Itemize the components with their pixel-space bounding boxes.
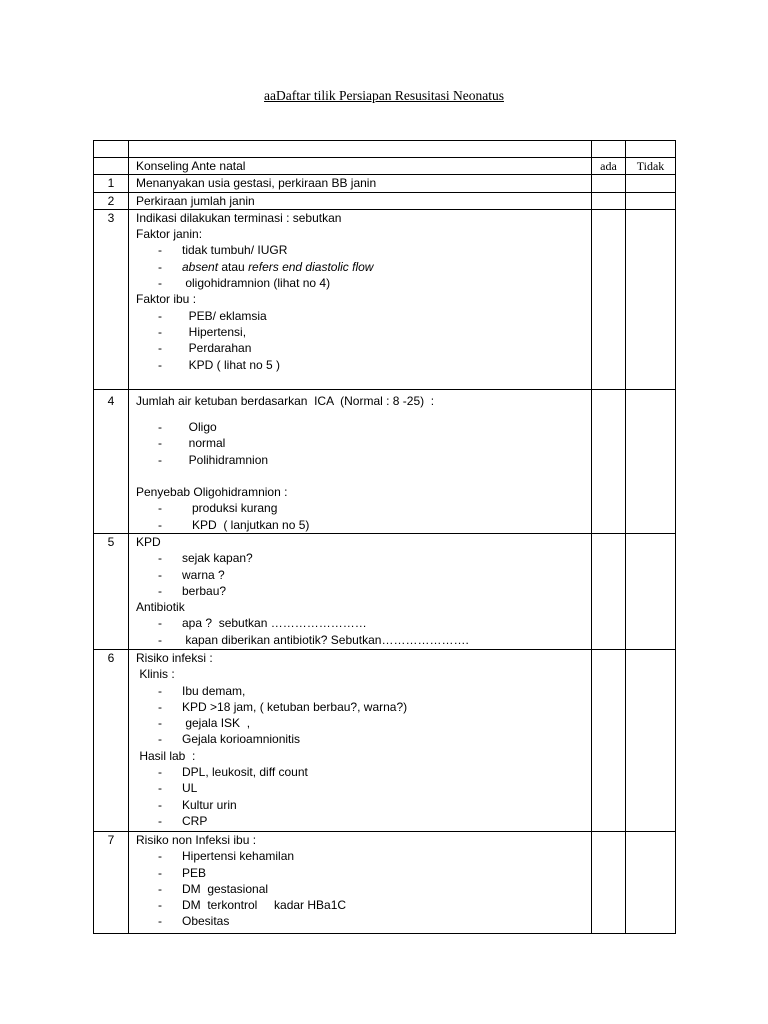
table-row [94, 209, 676, 389]
bullet-item [136, 715, 591, 731]
bullet-item [136, 567, 591, 583]
bullet-item [136, 699, 591, 715]
bullet-text: KPD ( lanjutkan no 5) [182, 517, 310, 532]
bullet-text: Obesitas [182, 914, 230, 929]
bullet-item [136, 275, 591, 291]
cell [94, 158, 129, 175]
bullet-item [136, 813, 591, 829]
ada-cell[interactable] [592, 649, 626, 831]
table-row [94, 192, 676, 209]
bullet-item [136, 435, 591, 451]
bullet-text: sejak kapan? [182, 551, 253, 566]
table-row [94, 389, 676, 533]
cell [129, 141, 592, 158]
bullet-dash: - [158, 243, 162, 258]
bullet-dash: - [158, 898, 162, 913]
row-number: 2 [94, 192, 129, 209]
row-line: KPD [136, 534, 161, 549]
bullet-text: normal [182, 436, 226, 451]
bullet-text: Polihidramnion [182, 452, 269, 467]
bullet-text: Ibu demam, [182, 683, 246, 698]
bullet-dash: - [158, 567, 162, 582]
row-content [129, 831, 592, 933]
bullet-item [136, 615, 591, 631]
bullet-dash: - [158, 308, 162, 323]
bullet-dash: - [158, 276, 162, 291]
cell [94, 141, 129, 158]
bullet-item [136, 583, 591, 599]
bullet-dash: - [158, 616, 162, 631]
bullet-text: KPD >18 jam, ( ketuban berbau?, warna?) [182, 699, 408, 714]
bullet-item [136, 340, 591, 356]
bullet-text: Kultur urin [182, 797, 237, 812]
tidak-cell[interactable] [626, 533, 676, 649]
row-number: 6 [94, 649, 129, 831]
bullet-dash: - [158, 517, 162, 532]
bullet-item [136, 683, 591, 699]
bullet-item [136, 865, 591, 881]
tidak-cell[interactable] [626, 389, 676, 533]
bullet-dash: - [158, 914, 162, 929]
bullet-item [136, 452, 591, 468]
bullet-item [136, 731, 591, 747]
bullet-dash: - [158, 420, 162, 435]
bullet-item [136, 913, 591, 929]
bullet-text: KPD ( lihat no 5 ) [182, 357, 281, 372]
bullet-text: tidak tumbuh/ IUGR [182, 243, 288, 258]
bullet-text: apa ? sebutkan …………………… [182, 616, 367, 631]
bullet-item [136, 897, 591, 913]
bullet-dash: - [158, 849, 162, 864]
table-row [94, 533, 676, 649]
row-text: Menanyakan usia gestasi, perkiraan BB janin [129, 175, 592, 192]
spacer [136, 409, 591, 419]
bullet-dash: - [158, 551, 162, 566]
bullet-dash: - [158, 436, 162, 451]
bullet-item [136, 242, 591, 258]
bullet-item [136, 308, 591, 324]
bullet-item [136, 517, 591, 533]
bullet-dash: - [158, 259, 162, 274]
row-number: 1 [94, 175, 129, 192]
ada-cell[interactable] [592, 209, 626, 389]
bullet-item [136, 550, 591, 566]
bullet-dash: - [158, 452, 162, 467]
row-number: 3 [94, 209, 129, 389]
cell [626, 141, 676, 158]
bullet-text: absent [182, 259, 219, 274]
bullet-text: PEB [182, 865, 207, 880]
header-ada: ada [592, 158, 626, 175]
header-tidak: Tidak [626, 158, 676, 175]
bullet-text: produksi kurang [182, 501, 278, 516]
bullet-dash: - [158, 324, 162, 339]
bullet-item [136, 848, 591, 864]
bullet-item [136, 797, 591, 813]
bullet-text: DM terkontrol kadar HBa1C [182, 898, 347, 913]
bullet-text: DM gestasional [182, 881, 269, 896]
bullet-text: berbau? [182, 583, 227, 598]
tidak-cell[interactable] [626, 831, 676, 933]
tidak-cell[interactable] [626, 192, 676, 209]
bullet-dash: - [158, 341, 162, 356]
bullet-item [136, 500, 591, 516]
row-line: Faktor janin: [136, 227, 203, 242]
bullet-item [136, 357, 591, 373]
ada-cell[interactable] [592, 831, 626, 933]
table-row [94, 175, 676, 192]
tidak-cell[interactable] [626, 649, 676, 831]
bullet-item [136, 780, 591, 796]
bullet-item [136, 764, 591, 780]
row-number: 7 [94, 831, 129, 933]
row-line: Klinis : [136, 667, 175, 682]
bullet-dash: - [158, 765, 162, 780]
row-text: Perkiraan jumlah janin [129, 192, 592, 209]
bullet-dash: - [158, 797, 162, 812]
row-line: Penyebab Oligohidramnion : [136, 485, 288, 500]
bullet-dash: - [158, 781, 162, 796]
bullet-dash: - [158, 813, 162, 828]
header-row [94, 158, 676, 175]
bullet-item [136, 881, 591, 897]
bullet-text: oligohidramnion (lihat no 4) [182, 276, 331, 291]
bullet-text: gejala ISK , [182, 716, 251, 731]
bullet-text: atau [218, 259, 249, 274]
row-line: Risiko non Infeksi ibu : [136, 832, 257, 847]
spacer [136, 468, 591, 484]
bullet-dash: - [158, 683, 162, 698]
row-line: Indikasi dilakukan terminasi : sebutkan [136, 210, 342, 225]
bullet-item [136, 419, 591, 435]
row-line: Hasil lab : [136, 748, 196, 763]
tidak-cell[interactable] [626, 175, 676, 192]
bullet-item [136, 324, 591, 340]
bullet-text: Gejala korioamnionitis [182, 732, 301, 747]
bullet-dash: - [158, 732, 162, 747]
bullet-text: kapan diberikan antibiotik? Sebutkan…………………. [182, 632, 469, 647]
bullet-text: refers end diastolic flow [248, 259, 374, 274]
bullet-dash: - [158, 583, 162, 598]
row-content [129, 649, 592, 831]
row-content [129, 209, 592, 389]
row-content [129, 533, 592, 649]
bullet-dash: - [158, 865, 162, 880]
row-line: Jumlah air ketuban berdasarkan ICA (Normal : 8 -25) : [136, 393, 435, 408]
bullet-dash: - [158, 881, 162, 896]
bullet-dash: - [158, 699, 162, 714]
bullet-text: UL [182, 781, 198, 796]
bullet-dash: - [158, 501, 162, 516]
bullet-text: DPL, leukosit, diff count [182, 765, 308, 780]
bullet-text: warna ? [182, 567, 225, 582]
bullet-text: Hipertensi, [182, 324, 247, 339]
tidak-cell[interactable] [626, 209, 676, 389]
row-content [129, 389, 592, 533]
ada-cell[interactable] [592, 389, 626, 533]
row-number: 5 [94, 533, 129, 649]
bullet-text: Oligo [182, 420, 217, 435]
table-row [94, 831, 676, 933]
bullet-text: Perdarahan [182, 341, 252, 356]
bullet-dash: - [158, 357, 162, 372]
row-line: Risiko infeksi : [136, 650, 213, 665]
table-row [94, 649, 676, 831]
row-line: Faktor ibu : [136, 292, 197, 307]
row-line: Antibiotik [136, 600, 185, 615]
checklist-table [93, 140, 676, 934]
ada-cell[interactable] [592, 192, 626, 209]
ada-cell[interactable] [592, 533, 626, 649]
bullet-text: Hipertensi kehamilan [182, 849, 295, 864]
bullet-text: PEB/ eklamsia [182, 308, 267, 323]
row-number: 4 [94, 389, 129, 533]
cell [592, 141, 626, 158]
bullet-item [136, 632, 591, 648]
bullet-item [136, 259, 591, 275]
bullet-text: CRP [182, 813, 208, 828]
ada-cell[interactable] [592, 175, 626, 192]
document-title: aaDaftar tilik Persiapan Resusitasi Neonatus [264, 88, 504, 103]
bullet-dash: - [158, 716, 162, 731]
blank-header-row [94, 141, 676, 158]
header-item: Konseling Ante natal [129, 158, 592, 175]
bullet-dash: - [158, 632, 162, 647]
